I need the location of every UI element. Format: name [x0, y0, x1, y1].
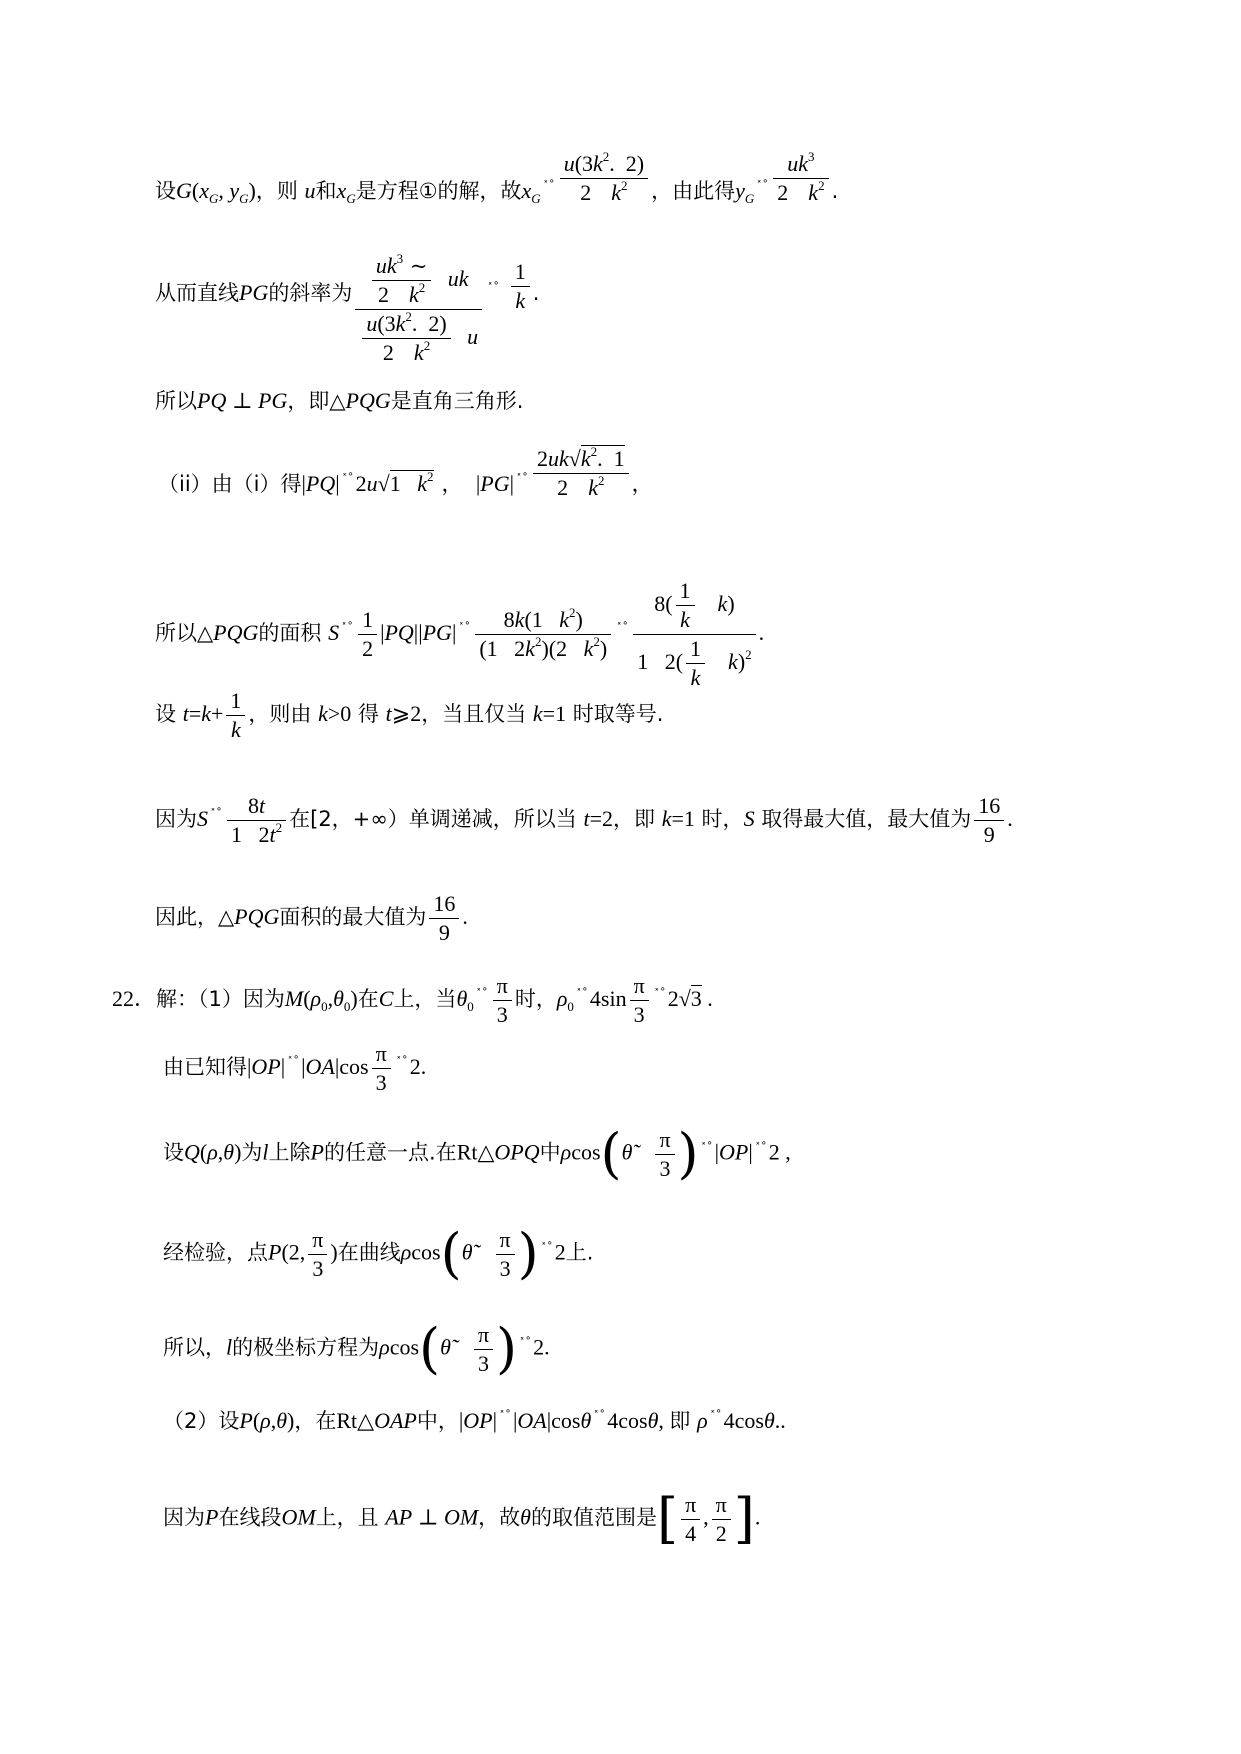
- problem-22-line-6: （2）设P(ρ,θ)，在Rt△OAP中，|OP| ˟˚|OA|cosθ ˟˚4cosθ, 即 ρ ˟˚4cosθ..: [163, 1408, 786, 1433]
- problem-22-line-2: 由已知得|OP| ˟˚|OA|cos $\frac{\pi}{3}$ ˟˚2.: [163, 1041, 427, 1095]
- solution-line-8: 因此，△PQG面积的最大值为 $\frac{16}{9}$ .: [155, 891, 468, 945]
- solution-line-4: （ii）由（i）得|PQ| ˟˚2u√1 $k^2$ ， |PG| ˟˚ $\frac{2uk√k^2. 1}{2 k^2}$ ，: [158, 444, 653, 500]
- solution-line-1: 设$G(x_G$, $y_G$)，则 u和$x_G$是方程①的解，故$x_G^{˟˚}$ $\frac{u(3k^2. 2)}{2 k^2}$ ，由此得$y_G^{˟˚}$ $\frac{uk^3}{2 k^2}$ .: [155, 149, 839, 206]
- solution-line-5: 所以△PQG的面积 S ˟˚ $\frac{1}{2}$ |PQ||PG| ˟˚ $\frac{8k(1 k^2)}{(1 2k^2)(2 k^2)}$ ˟˚ 8( $\frac{1}{k}$ k) 1 2( $\frac{1}{k}$ k)$^2$ .: [155, 578, 765, 690]
- solution-line-7: 因为S ˟˚ $\frac{8t}{1 2t^2}$ 在[2，+∞）单调递减，所以当 t=2，即 k=1 时，S 取得最大值，最大值为 $\frac{16}{9}$ .: [155, 793, 1013, 847]
- problem-22-line-4: 经检验，点P(2, $\frac{\pi}{3}$ )在曲线ρcos(θ̃ $\frac{\pi}{3}$ ) ˟˚2上.: [163, 1222, 594, 1285]
- problem-22-line-3: 设Q(ρ,θ)为l上除P的任意一点.在Rt△OPQ中ρcos(θ̃ $\frac{\pi}{3}$ ) ˟˚|OP| ˟˚2 ,: [163, 1122, 791, 1185]
- problem-22-line-5: 所以，l的极坐标方程为ρcos(θ̃ $\frac{\pi}{3}$ ) ˟˚2.: [163, 1317, 550, 1380]
- solution-line-6: 设 t=k+ $\frac{1}{k}$ ，则由 k>0 得 t⩾2，当且仅当 k=1 时取等号.: [155, 688, 664, 742]
- solution-line-3: 所以PQ ⊥ PG，即△PQG是直角三角形.: [155, 388, 524, 413]
- solution-line-2: 从而直线PG的斜率为 $\frac{uk^3 \sim}{2 k^2}$ uk $\frac{u(3k^2. 2)}{2 k^2}$ u ˟˚ $\frac{1}{k}$ .: [155, 251, 540, 365]
- problem-22-line-7: 因为P在线段OM上，且 AP ⊥ OM，故θ的取值范围是[ $\frac{\pi}{4}$ , $\frac{\pi}{2}$ ].: [163, 1487, 761, 1550]
- problem-22-line-1: 22．解：（1）因为$M(\rho_0,\theta_0)$在C上，当$\theta_0^{˟˚}$ $\frac{\pi}{3}$ 时，$\rho_0^{˟˚}4\sin$ $\frac{\pi}{3}$ ˟˚2√3 .: [112, 973, 713, 1027]
